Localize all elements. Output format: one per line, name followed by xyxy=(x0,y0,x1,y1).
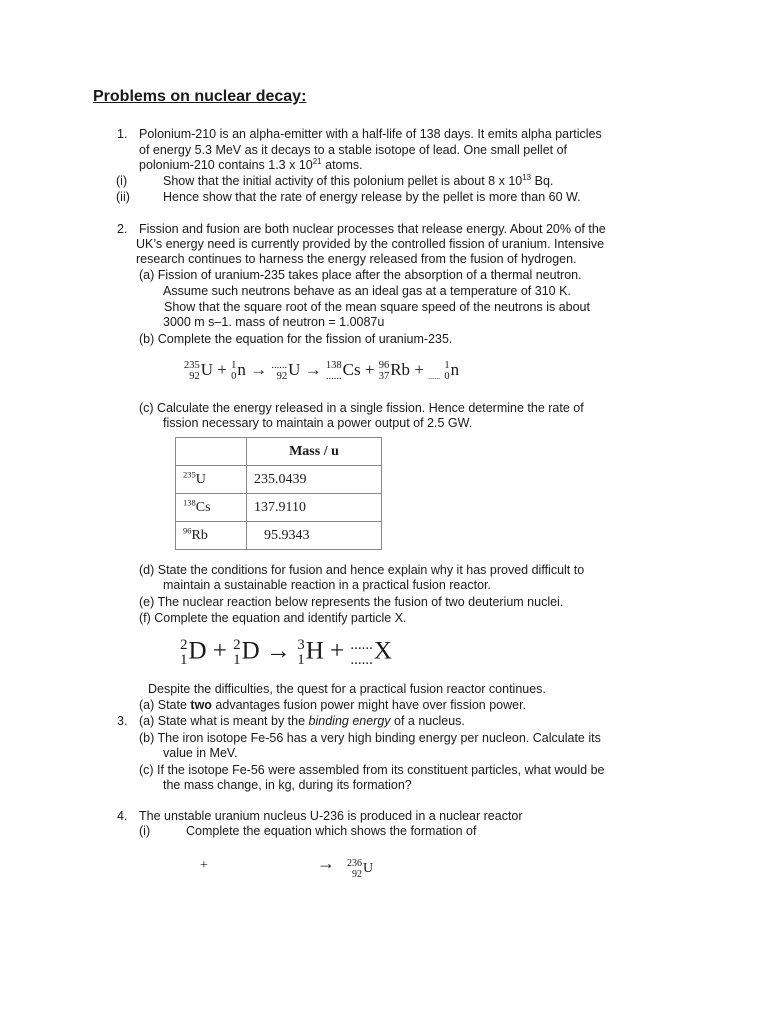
neutron-numbers: 1 0 xyxy=(231,360,237,382)
neutron-coefficient-blank: ...... xyxy=(428,371,441,381)
page-title: Problems on nuclear decay: xyxy=(93,88,307,105)
u236-blank-numbers: ...... 92 xyxy=(271,360,288,382)
q3-b-line2: value in MeV. xyxy=(163,746,238,760)
q3-c-line1: (c) If the isotope Fe-56 were assembled from its constituent particles, what would be xyxy=(139,763,605,777)
q1-ii-label: (ii) xyxy=(116,190,130,204)
q4-line1: The unstable uranium nucleus U-236 is produced in a nuclear reactor xyxy=(139,809,523,823)
q2-line3: research continues to harness the energy released from the fusion of hydrogen. xyxy=(136,252,577,266)
table-row xyxy=(176,522,382,550)
q4-i-text: Complete the equation which shows the formation of xyxy=(186,824,477,838)
q3-b-line1: (b) The iron isotope Fe-56 has a very high binding energy per nucleon. Calculate its xyxy=(139,731,601,745)
q4-i-label: (i) xyxy=(139,824,151,838)
q1-line2: of energy 5.3 MeV as it decays to a stable isotope of lead. One small pellet of xyxy=(139,143,568,157)
q1-line1: Polonium-210 is an alpha-emitter with a half-life of 138 days. It emits alpha particles xyxy=(139,127,602,141)
nuclide-cell: $^{96}$Rb xyxy=(176,522,247,550)
rb-nuclide-numbers: 96 37 xyxy=(378,360,390,382)
table-header-row xyxy=(176,438,382,466)
table-row xyxy=(176,466,382,494)
q2-number: 2. xyxy=(117,222,128,236)
q2-e-line1: (e) The nuclear reaction below represents the fusion of two deuterium nuclei. xyxy=(139,595,564,609)
q2-d-line1: (d) State the conditions for fusion and hence explain why it has proved difficult to xyxy=(139,563,585,577)
q1-line3: polonium-210 contains 1.3 x $10^{21}$ atoms. xyxy=(139,156,363,172)
mass-cell: 137.9110 xyxy=(247,494,382,522)
q2-b-line1: (b) Complete the equation for the fission of uranium-235. xyxy=(139,332,453,346)
particle-x-blank-numbers: ...... ...... xyxy=(350,637,373,668)
q3-a-line1: (a) State what is meant by the binding energy of a nucleus. xyxy=(139,714,465,728)
q2-c-line2: fission necessary to maintain a power output of 2.5 GW. xyxy=(163,416,473,430)
q2-f-line1: (f) Complete the equation and identify particle X. xyxy=(139,611,407,625)
q2-line2: UK’s energy need is currently provided by the controlled fission of uranium. Intensive xyxy=(136,237,605,251)
u235-nuclide-numbers: 235 92 xyxy=(184,360,200,382)
q2-line1: Fission and fusion are both nuclear processes that release energy. About 20% of the xyxy=(139,222,606,236)
q2-despite-text: Despite the difficulties, the quest for a practical fusion reactor continues. xyxy=(148,682,546,696)
mass-cell: 95.9343 xyxy=(247,522,382,550)
mass-cell: 235.0439 xyxy=(247,466,382,494)
q3-number: 3. xyxy=(117,714,128,728)
cs-nuclide-numbers: 138 ...... xyxy=(325,360,342,382)
table-row xyxy=(176,494,382,522)
mass-table xyxy=(175,437,382,550)
nuclide-cell: $^{138}$Cs xyxy=(176,494,247,522)
q1-number: 1. xyxy=(117,127,128,141)
tritium-numbers: 3 1 xyxy=(297,637,305,668)
u236-formation-equation: + xyxy=(200,858,208,873)
deuterium1-numbers: 2 1 xyxy=(180,637,188,668)
q1-i-text: Show that the initial activity of this polonium pellet is about 8 x $10^{13}$ Bq. xyxy=(163,172,554,188)
fusion-equation: 2 1 D + 2 1 D → 3 1 H + ...... ...... X xyxy=(180,637,392,668)
q2-a-line3: Show that the square root of the mean square speed of the neutrons is about xyxy=(164,300,590,314)
q2-d-line2: maintain a sustainable reaction in a practical fusion reactor. xyxy=(163,578,491,592)
table-header-blank xyxy=(176,438,247,466)
q2-a-line1: (a) Fission of uranium-235 takes place after the absorption of a thermal neutron. xyxy=(139,268,582,282)
q2-g-line1: (a) State two advantages fusion power might have over fission power. xyxy=(139,698,527,712)
u236-numbers: 236 92 xyxy=(347,858,362,880)
q2-a-line2: Assume such neutrons behave as an ideal gas at a temperature of 310 K. xyxy=(163,284,571,298)
deuterium2-numbers: 2 1 xyxy=(233,637,241,668)
q3-c-line2: the mass change, in kg, during its formation? xyxy=(163,778,412,792)
u236-product: 236 92 U xyxy=(347,858,374,880)
q4-number: 4. xyxy=(117,809,128,823)
q2-a-line4: 3000 m s–1. mass of neutron = 1.0087u xyxy=(163,315,385,329)
fission-equation: 235 92 U + 1 0 n → ...... 92 U → 138 ...... Cs + 96 37 Rb + $_{......}$ 1 0 n xyxy=(184,359,460,382)
q2-c-line1: (c) Calculate the energy released in a single fission. Hence determine the rate of xyxy=(139,401,584,415)
table-header-mass: Mass / u xyxy=(247,438,382,466)
u236-arrow: → xyxy=(317,853,335,873)
q1-ii-text: Hence show that the rate of energy release by the pellet is more than 60 W. xyxy=(163,190,581,204)
q1-i-label: (i) xyxy=(116,174,128,188)
neutron-out-numbers: 1 0 xyxy=(444,360,450,382)
nuclide-cell: $^{235}$U xyxy=(176,466,247,494)
